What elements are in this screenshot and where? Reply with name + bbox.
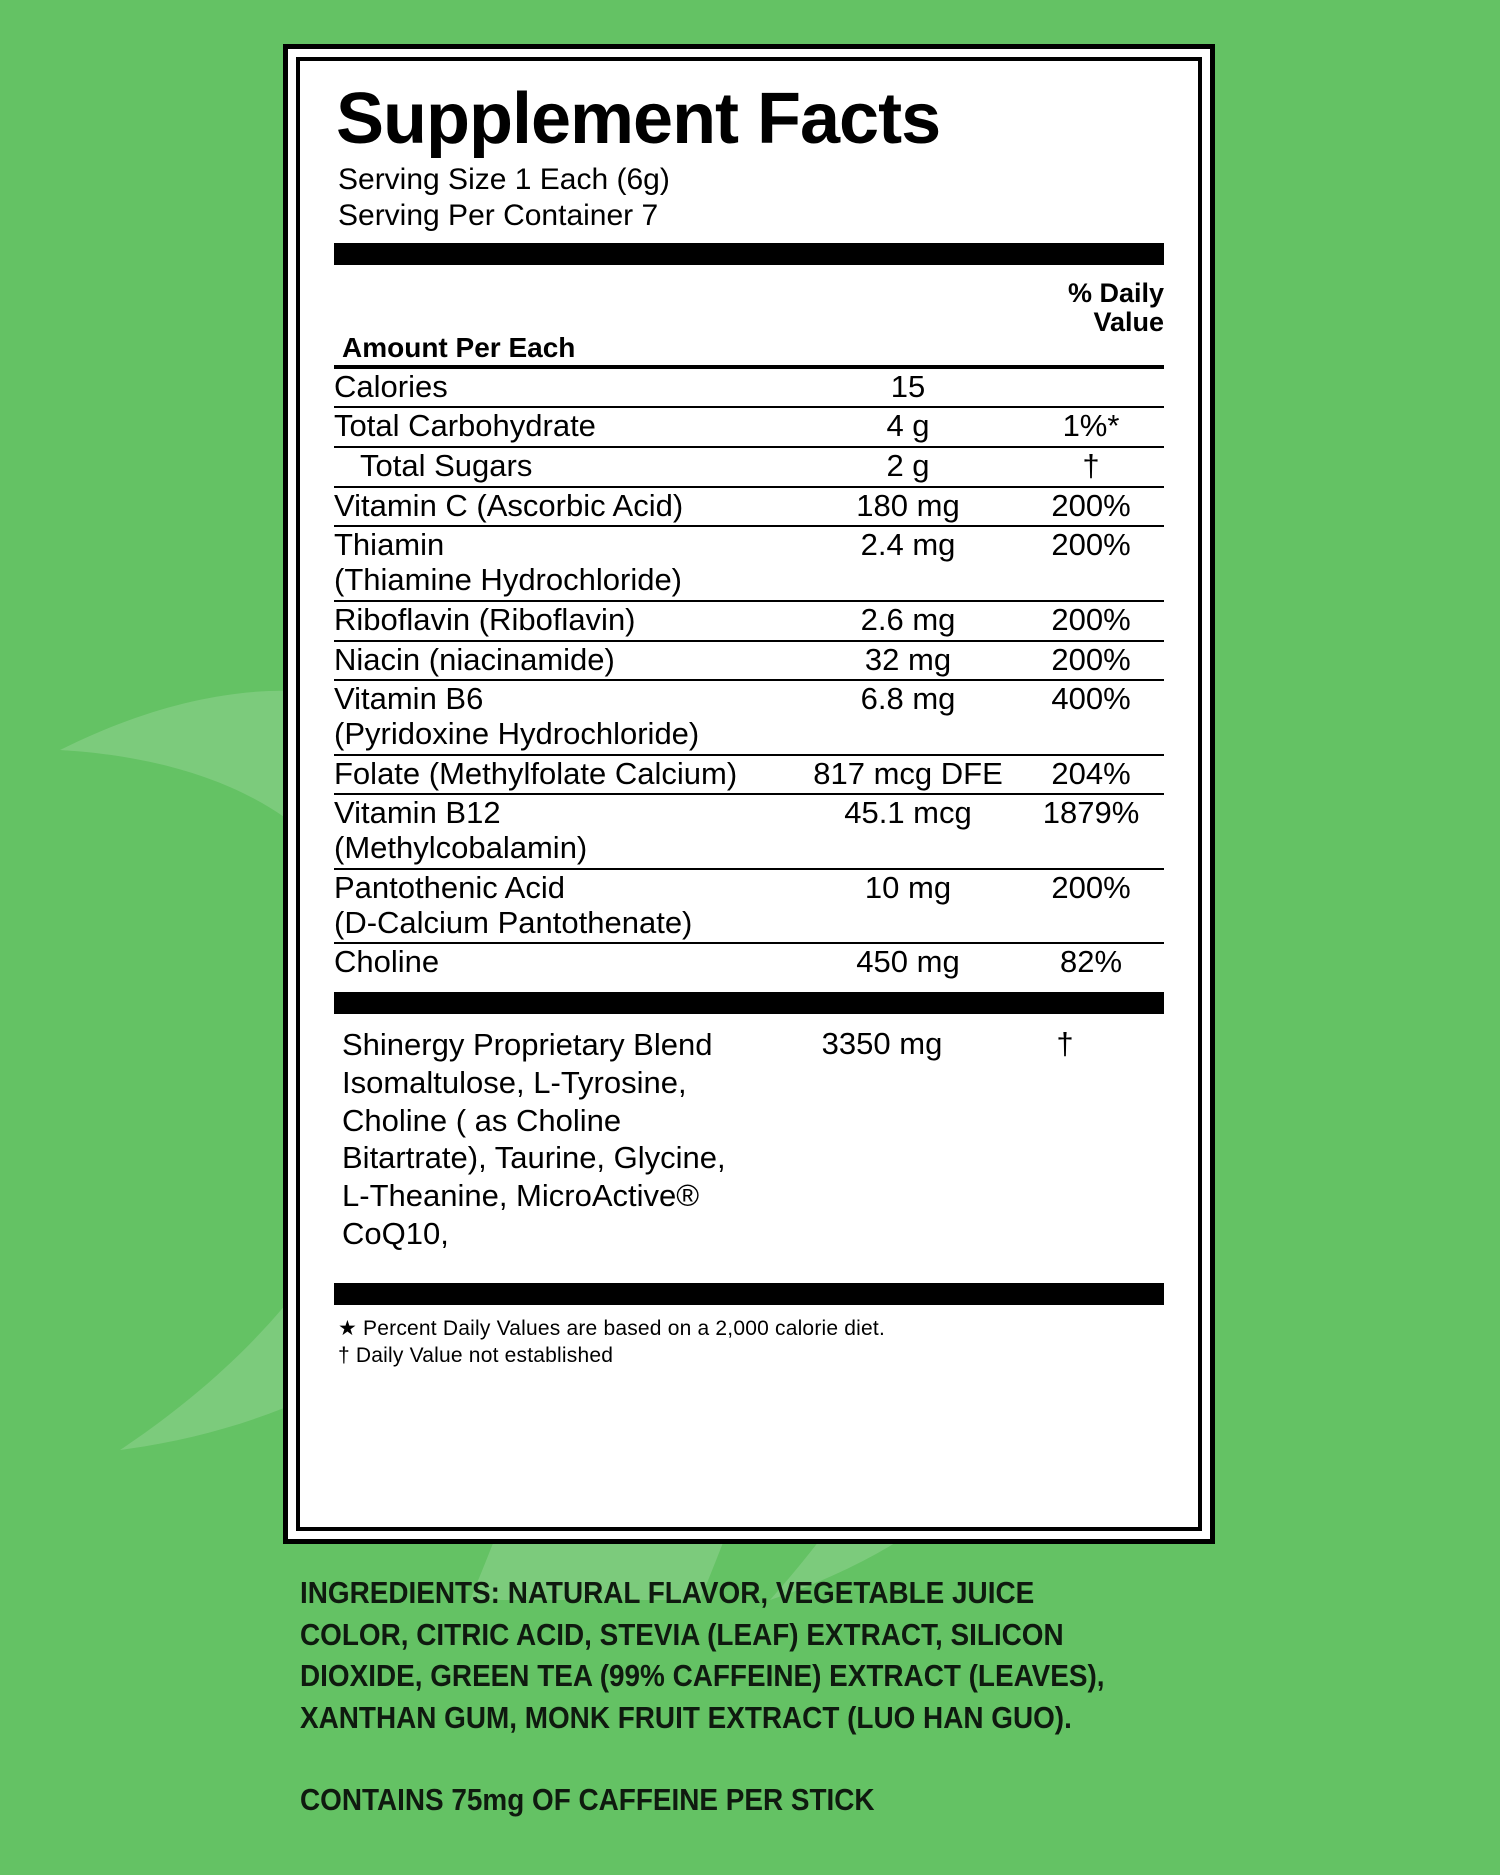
- table-row-continuation: [334, 563, 1164, 601]
- table-row: [334, 369, 1164, 408]
- table-row: [334, 447, 1164, 487]
- nutrient-amount: 2 g: [798, 447, 1018, 487]
- table-row-continuation: [334, 831, 1164, 869]
- contains-caffeine-text: CONTAINS 75mg OF CAFFEINE PER STICK: [300, 1782, 875, 1818]
- nutrient-amount: 2.4 mg: [860, 527, 956, 563]
- nutrient-dv: 1%*: [1018, 407, 1164, 447]
- nutrient-dv: 200%: [1051, 869, 1131, 905]
- amount-per-header: Amount Per Each: [342, 331, 576, 363]
- nutrient-name: Pantothenic Acid: [334, 869, 565, 905]
- footnote-dv-not-established: † Daily Value not established: [338, 1344, 614, 1368]
- proprietary-blend-name: Shinergy Proprietary Blend Isomaltulose, L-Tyrosine, Choline ( as Choline Bitartrate), Taurine, Glycine, L-Theanine, MicroActive® CoQ10,: [342, 1027, 726, 1252]
- nutrient-amount: 6.8 mg: [860, 681, 956, 717]
- nutrient-name: Niacin (niacinamide): [334, 641, 798, 681]
- proprietary-blend-dv: †: [1056, 1026, 1074, 1062]
- table-row: [334, 794, 1164, 831]
- nutrient-dv: [1018, 369, 1164, 408]
- nutrient-amount: 15: [798, 369, 1018, 408]
- nutrient-amount: 180 mg: [798, 487, 1018, 527]
- table-row: [334, 526, 1164, 563]
- nutrient-name: Choline: [334, 944, 440, 980]
- proprietary-blend-amount: 3350 mg: [821, 1026, 943, 1062]
- ingredients-block: [300, 1572, 1200, 1820]
- divider-bar-bottom: [334, 1283, 1164, 1305]
- nutrient-amount: 45.1 mcg: [844, 795, 972, 831]
- supplement-facts-panel: [283, 44, 1215, 1544]
- nutrient-name-line2: (Methylcobalamin): [334, 831, 798, 869]
- table-row: [334, 487, 1164, 527]
- nutrients-table: [334, 369, 1164, 981]
- table-row: [334, 755, 1164, 795]
- table-row-continuation: [334, 906, 1164, 944]
- nutrient-name-line2: (D-Calcium Pantothenate): [334, 906, 798, 944]
- supplement-facts-inner-border: [296, 57, 1202, 1531]
- nutrient-name: Thiamin: [334, 527, 445, 563]
- table-row-continuation: [334, 717, 1164, 755]
- footnote-daily-value-basis: ★ Percent Daily Values are based on a 2,000 calorie diet.: [338, 1316, 885, 1340]
- nutrient-name: Vitamin C (Ascorbic Acid): [334, 487, 798, 527]
- nutrient-name-line2: (Pyridoxine Hydrochloride): [334, 717, 798, 755]
- nutrient-name: Riboflavin (Riboflavin): [334, 601, 798, 641]
- nutrient-dv: 200%: [1051, 527, 1131, 563]
- table-row: [334, 680, 1164, 717]
- proprietary-blend-row: [334, 1026, 1164, 1253]
- nutrient-name: Total Sugars: [334, 447, 798, 487]
- divider-bar-middle: [334, 992, 1164, 1014]
- nutrient-name: Calories: [334, 369, 798, 408]
- nutrient-name: Vitamin B12: [334, 795, 501, 831]
- table-row: [334, 869, 1164, 906]
- nutrient-dv: 204%: [1018, 755, 1164, 795]
- nutrient-name: Total Carbohydrate: [334, 407, 798, 447]
- table-row: [334, 641, 1164, 681]
- nutrient-name: Folate (Methylfolate Calcium): [334, 755, 798, 795]
- nutrient-dv: 1879%: [1042, 795, 1140, 831]
- table-row: [334, 601, 1164, 641]
- nutrient-amount: 32 mg: [798, 641, 1018, 681]
- nutrient-amount: 817 mcg DFE: [798, 755, 1018, 795]
- nutrient-amount: 450 mg: [856, 944, 960, 980]
- footnotes: [338, 1315, 1164, 1370]
- nutrient-dv: 200%: [1018, 487, 1164, 527]
- nutrient-amount: 2.6 mg: [798, 601, 1018, 641]
- nutrient-dv: 400%: [1051, 681, 1131, 717]
- servings-per-container: Serving Per Container 7: [338, 198, 659, 232]
- panel-title: Supplement Facts: [336, 79, 941, 159]
- nutrient-amount: 10 mg: [864, 869, 952, 905]
- nutrient-dv: 82%: [1059, 944, 1123, 980]
- nutrient-name: Vitamin B6: [334, 681, 484, 717]
- nutrient-dv: 200%: [1018, 601, 1164, 641]
- daily-value-header-line1: % Daily: [1067, 278, 1164, 309]
- nutrient-amount: 4 g: [798, 407, 1018, 447]
- divider-bar-top: [334, 243, 1164, 265]
- nutrient-dv: †: [1018, 447, 1164, 487]
- nutrient-name-line2: (Thiamine Hydrochloride): [334, 563, 798, 601]
- table-row: [334, 407, 1164, 447]
- daily-value-header-line2: Value: [1093, 307, 1164, 338]
- table-row: [334, 943, 1164, 980]
- serving-size: Serving Size 1 Each (6g): [338, 163, 670, 197]
- daily-value-header: [334, 279, 1164, 337]
- ingredients-text: INGREDIENTS: NATURAL FLAVOR, VEGETABLE JUICE COLOR, CITRIC ACID, STEVIA (LEAF) EXTRACT, SILICON DIOXIDE, GREEN TEA (99% CAFFEINE) EXTRACT (LEAVES), XANTHAN GUM, MONK FRUIT EXTRACT (LUO HAN GUO).: [300, 1575, 1105, 1735]
- nutrient-dv: 200%: [1018, 641, 1164, 681]
